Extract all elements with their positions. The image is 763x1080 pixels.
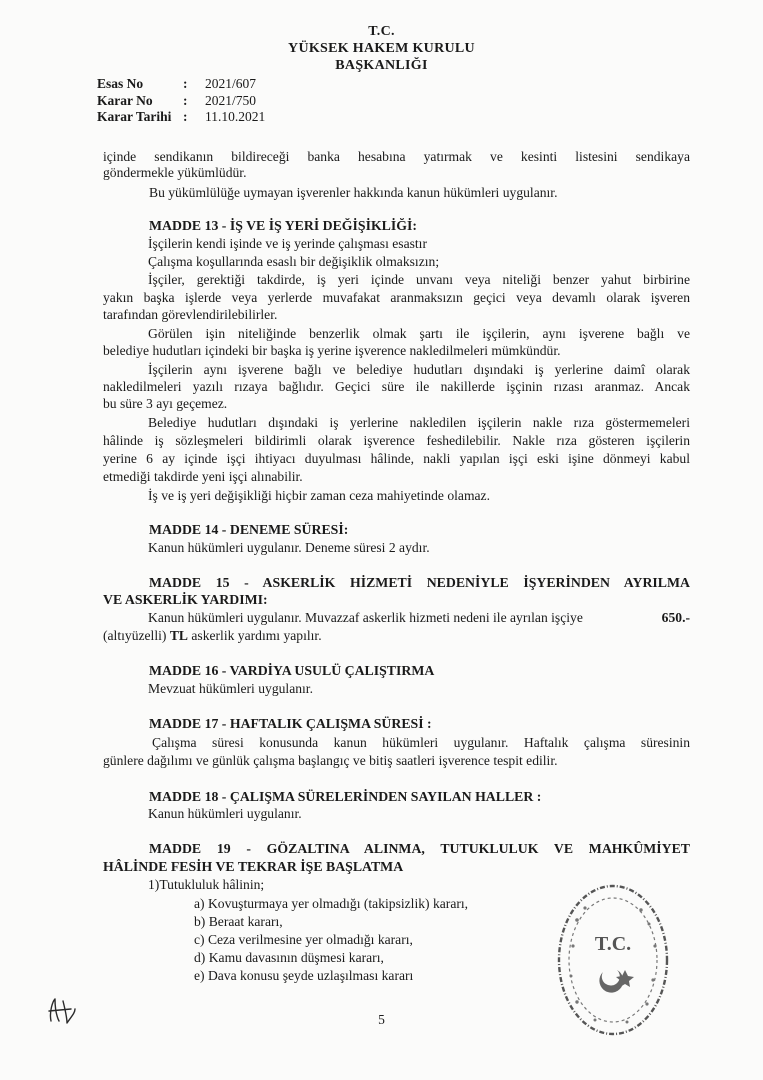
madde-15-amount-words: (altıyüzelli): [103, 628, 167, 643]
karar-value: 2021/750: [205, 92, 257, 108]
signature-initials-icon: [45, 995, 79, 1027]
madde-13-line-3: İşçiler, gerektiği takdirde, iş yeri içinde unvanı veya niteliği benzer yahut birbirine: [148, 272, 690, 287]
madde-13-line-13: yerine 6 ay içinde işçi ihtiyacı duyulması hâlinde, nakli yapılan işçi eski işine dönmeyi kabul: [103, 451, 690, 466]
madde-17-line-2: günlere dağılımı ve günlük çalışma başlangıç ve bitiş saatleri işverence tespit edilir.: [103, 753, 558, 768]
tarih-colon: :: [183, 109, 188, 124]
madde-13-line-11: Belediye hudutları dışındaki iş yerlerine nakledilen işçilerin nakle rıza göstermemeleri: [148, 415, 690, 430]
madde-15-currency: TL: [169, 628, 188, 643]
header-department: BAŞKANLIĞI: [335, 58, 428, 73]
header-institution: YÜKSEK HAKEM KURULU: [288, 41, 475, 56]
official-stamp-icon: [555, 880, 671, 1040]
madde-16-title: MADDE 16 - VARDİYA USULÜ ÇALIŞTIRMA: [149, 663, 435, 678]
madde-17-title: MADDE 17 - HAFTALIK ÇALIŞMA SÜRESİ :: [149, 716, 432, 731]
madde-13-line-6: Görülen işin niteliğinde benzerlik olmak şartı ile işçilerin, aynı işverene bağlı ve: [148, 326, 690, 341]
karar-colon: :: [183, 92, 188, 108]
madde-13-line-4: yakın başka işlerde veya yerlerde muvafakat aranmaksızın geçici veya devamlı olarak işveren: [103, 290, 690, 305]
madde-13-line-15: İş ve iş yeri değişikliği hiçbir zaman ceza mahiyetinde olamaz.: [148, 488, 490, 503]
madde-13-line-10: bu süre 3 ayı geçemez.: [103, 396, 228, 411]
case-meta: [97, 76, 265, 126]
madde-13-line-2: Çalışma koşullarında esaslı bir değişiklik olmaksızın;: [148, 254, 440, 269]
madde-19-item-e: e) Dava konusu şeyde uzlaşılması kararı: [194, 968, 414, 983]
madde-13-line-9: nakledilmeleri yazılı rızaya bağlıdır. Geçici süre ile nakillerde işçinin rızası aranmaz. Ancak: [103, 379, 690, 394]
madde-15-title-2: VE ASKERLİK YARDIMI:: [103, 592, 268, 607]
intro-line-3: Bu yükümlülüğe uymayan işverenler hakkında kanun hükümleri uygulanır.: [149, 185, 558, 200]
madde-19-item-a: a) Kovuşturmaya yer olmadığı (takipsizlik) kararı,: [194, 896, 469, 911]
madde-15-line-1: Kanun hükümleri uygulanır. Muvazzaf askerlik hizmeti nedeni ile ayrılan işçiye: [148, 610, 583, 625]
madde-18-line-1: Kanun hükümleri uygulanır.: [148, 806, 302, 821]
madde-13-line-8: İşçilerin aynı işverene bağlı ve belediye hudutları dışındaki iş yerlerine daimî olarak: [148, 362, 690, 377]
madde-15-amount: 650.-: [661, 610, 690, 625]
tarih-value: 11.10.2021: [205, 109, 266, 124]
esas-value: 2021/607: [205, 76, 257, 91]
madde-14-line-1: Kanun hükümleri uygulanır. Deneme süresi 2 aydır.: [148, 540, 430, 555]
intro-line-2: göndermekle yükümlüdür.: [103, 165, 247, 180]
madde-14-title: MADDE 14 - DENEME SÜRESİ:: [149, 522, 349, 537]
madde-18-title: MADDE 18 - ÇALIŞMA SÜRELERİNDEN SAYILAN HALLER :: [149, 789, 542, 804]
madde-19-item-c: c) Ceza verilmesine yer olmadığı kararı,: [194, 932, 413, 947]
madde-19-line-1: 1)Tutukluluk hâlinin;: [148, 877, 265, 892]
esas-label: Esas No: [97, 76, 144, 91]
stamp-label: T.C.: [594, 933, 632, 955]
madde-13-line-1: İşçilerin kendi işinde ve iş yerinde çalışması esastır: [148, 236, 427, 251]
madde-17-line-1: Çalışma süresi konusunda kanun hükümleri uygulanır. Haftalık çalışma süresinin: [152, 735, 690, 750]
madde-13-line-5: tarafından görevlendirilebilirler.: [103, 307, 278, 322]
madde-19-item-d: d) Kamu davasının düşmesi kararı,: [194, 950, 384, 965]
madde-16-line-1: Mevzuat hükümleri uygulanır.: [148, 681, 313, 696]
madde-19-title-1: MADDE 19 - GÖZALTINA ALINMA, TUTUKLULUK VE MAHKÛMİYET: [149, 841, 690, 856]
madde-13-title: MADDE 13 - İŞ VE İŞ YERİ DEĞİŞİKLİĞİ:: [149, 218, 417, 233]
madde-15-line-1-row: [148, 610, 690, 626]
madde-13-line-7: belediye hudutları içindeki bir başka iş yerine işverence nakledilmeleri mümkündür.: [103, 343, 561, 358]
tarih-label: Karar Tarihi: [97, 109, 172, 124]
madde-15-title-1: MADDE 15 - ASKERLİK HİZMETİ NEDENİYLE İŞYERİNDEN AYRILMA: [149, 575, 690, 590]
madde-19-title-2: HÂLİNDE FESİH VE TEKRAR İŞE BAŞLATMA: [103, 859, 404, 874]
madde-15-line-2: [103, 628, 322, 644]
madde-13-line-12: hâlinde iş sözleşmeleri bildirimli olarak işverence feshedilebilir. Nakle rıza gösteren işçilerin: [103, 433, 690, 448]
karar-label: Karar No: [97, 92, 153, 108]
header-tc: T.C.: [368, 24, 395, 39]
madde-19-item-b: b) Beraat kararı,: [194, 914, 283, 929]
page-number: 5: [378, 1012, 385, 1027]
intro-line-1: içinde sendikanın bildireceği banka hesabına yatırmak ve kesinti listesini sendikaya: [103, 149, 690, 164]
madde-13-line-14: etmediği takdirde yeni işçi alınabilir.: [103, 469, 303, 484]
esas-colon: :: [183, 76, 188, 91]
madde-15-line-2-rest: askerlik yardımı yapılır.: [187, 628, 322, 643]
